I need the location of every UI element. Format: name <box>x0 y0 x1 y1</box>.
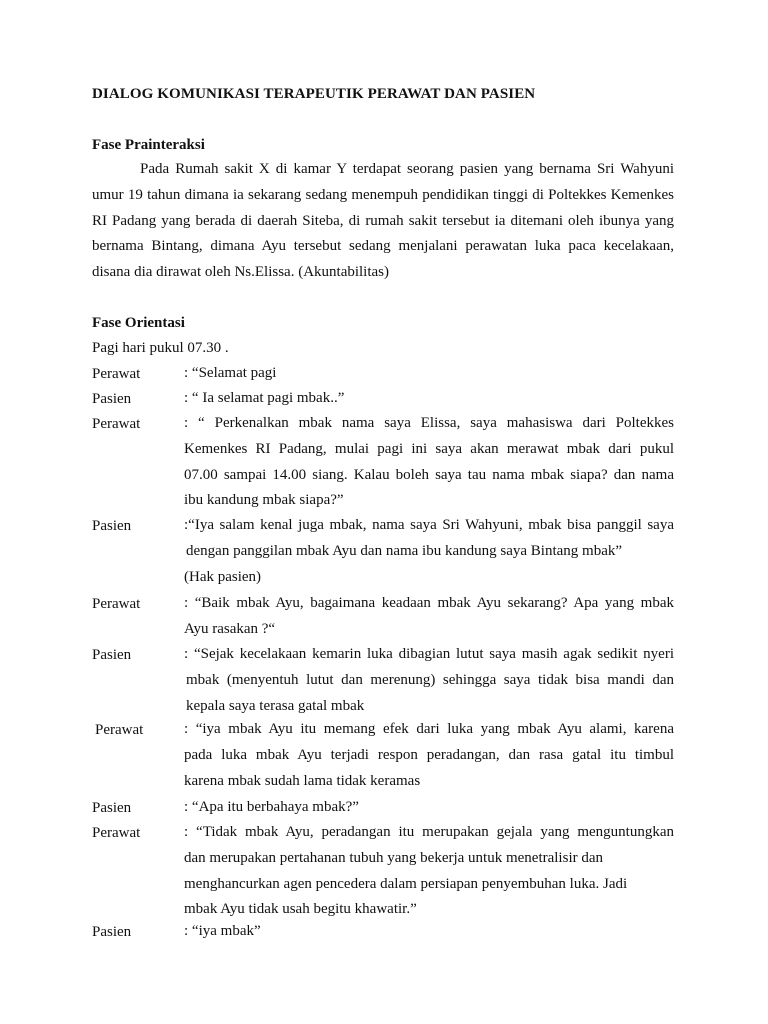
speech-line: mbak (menyentuh lutut dan merenung) sehingga saya tidak bisa mandi dan <box>186 671 674 688</box>
speech-line: : “Baik mbak Ayu, bagaimana keadaan mbak Ayu sekarang? Apa yang mbak <box>184 595 674 611</box>
speech-line: Ayu rasakan ?“ <box>184 620 276 637</box>
speaker-label: Perawat <box>95 722 144 738</box>
speech-text <box>184 820 674 923</box>
speech-text <box>184 361 674 387</box>
speech-line: dengan panggilan mbak Ayu dan nama ibu kandung saya Bintang mbak” <box>186 542 623 559</box>
speech-line: : “Sejak kecelakaan kemarin luka dibagian lutut saya masih agak sedikit nyeri <box>184 646 674 662</box>
speaker-label: Pasien <box>92 924 132 940</box>
speech-text <box>184 717 674 794</box>
speech-line: mbak Ayu tidak usah begitu khawatir.” <box>184 901 417 918</box>
speech-line: karena mbak sudah lama tidak keramas <box>184 772 421 789</box>
speaker-label: Pasien <box>92 647 132 663</box>
speech-line: (Hak pasien) <box>184 568 262 585</box>
document-title: DIALOG KOMUNIKASI TERAPEUTIK PERAWAT DAN PASIEN <box>92 86 536 102</box>
speech-line: : “Apa itu berbahaya mbak?” <box>184 799 359 815</box>
speaker-label: Perawat <box>92 366 141 382</box>
speech-line: kepala saya terasa gatal mbak <box>186 697 365 714</box>
speech-line: pada luka mbak Ayu terjadi respon peradangan, dan rasa gatal itu timbul <box>184 746 674 763</box>
speech-line: : “ Ia selamat pagi mbak..” <box>184 390 345 406</box>
section-heading-prainteraksi: Fase Prainteraksi <box>92 137 205 153</box>
speech-text <box>184 386 674 412</box>
speech-line: 07.00 sampai 14.00 siang. Kalau boleh saya tau nama mbak siapa? dan nama <box>184 466 674 483</box>
speech-line: : “Selamat pagi <box>184 365 277 381</box>
speech-text <box>184 795 674 821</box>
speech-line: :“Iya salam kenal juga mbak, nama saya Sri Wahyuni, mbak bisa panggil saya <box>184 517 674 533</box>
speech-text <box>184 642 674 719</box>
speech-line: dan merupakan pertahanan tubuh yang bekerja untuk menetralisir dan <box>184 849 604 866</box>
speech-text <box>184 591 674 643</box>
section-heading-orientasi: Fase Orientasi <box>92 315 185 331</box>
speech-line: menghancurkan agen pencedera dalam persiapan penyembuhan luka. Jadi <box>184 875 628 892</box>
speaker-label: Pasien <box>92 391 132 407</box>
speaker-label: Pasien <box>92 800 132 816</box>
speech-line: ibu kandung mbak siapa?” <box>184 492 344 509</box>
time-note: Pagi hari pukul 07.30 . <box>92 340 229 356</box>
speaker-label: Perawat <box>92 825 141 841</box>
speech-line: : “ Perkenalkan mbak nama saya Elissa, saya mahasiswa dari Poltekkes <box>184 415 674 431</box>
speech-line: : “iya mbak Ayu itu memang efek dari luka yang mbak Ayu alami, karena <box>184 721 674 737</box>
speech-text <box>184 919 674 945</box>
speech-line: Kemenkes RI Padang, mulai pagi ini saya akan merawat mbak dari pukul <box>184 440 674 457</box>
speaker-label: Perawat <box>92 596 141 612</box>
section-paragraph-prainteraksi: Pada Rumah sakit X di kamar Y terdapat seorang pasien yang bernama Sri Wahyuni umur 19 tahun dimana ia sekarang sedang menempuh pendidikan tinggi di Poltekkes Kemenkes RI Padang yang berada di daerah Siteba, di rumah sakit tersebut ia ditemani oleh ibunya yang bernama Bintang, dimana Ayu tersebut sedang menjalani perawatan luka paca kecelakaan, disana dia dirawat oleh Ns.Elissa. (Akuntabilitas) <box>92 161 674 281</box>
speaker-label: Pasien <box>92 518 132 534</box>
speaker-label: Perawat <box>92 416 141 432</box>
speech-line: : “Tidak mbak Ayu, peradangan itu merupakan gejala yang menguntungkan <box>184 824 674 840</box>
speech-text <box>184 411 674 514</box>
speech-text <box>184 513 674 590</box>
speech-line: : “iya mbak” <box>184 923 261 939</box>
